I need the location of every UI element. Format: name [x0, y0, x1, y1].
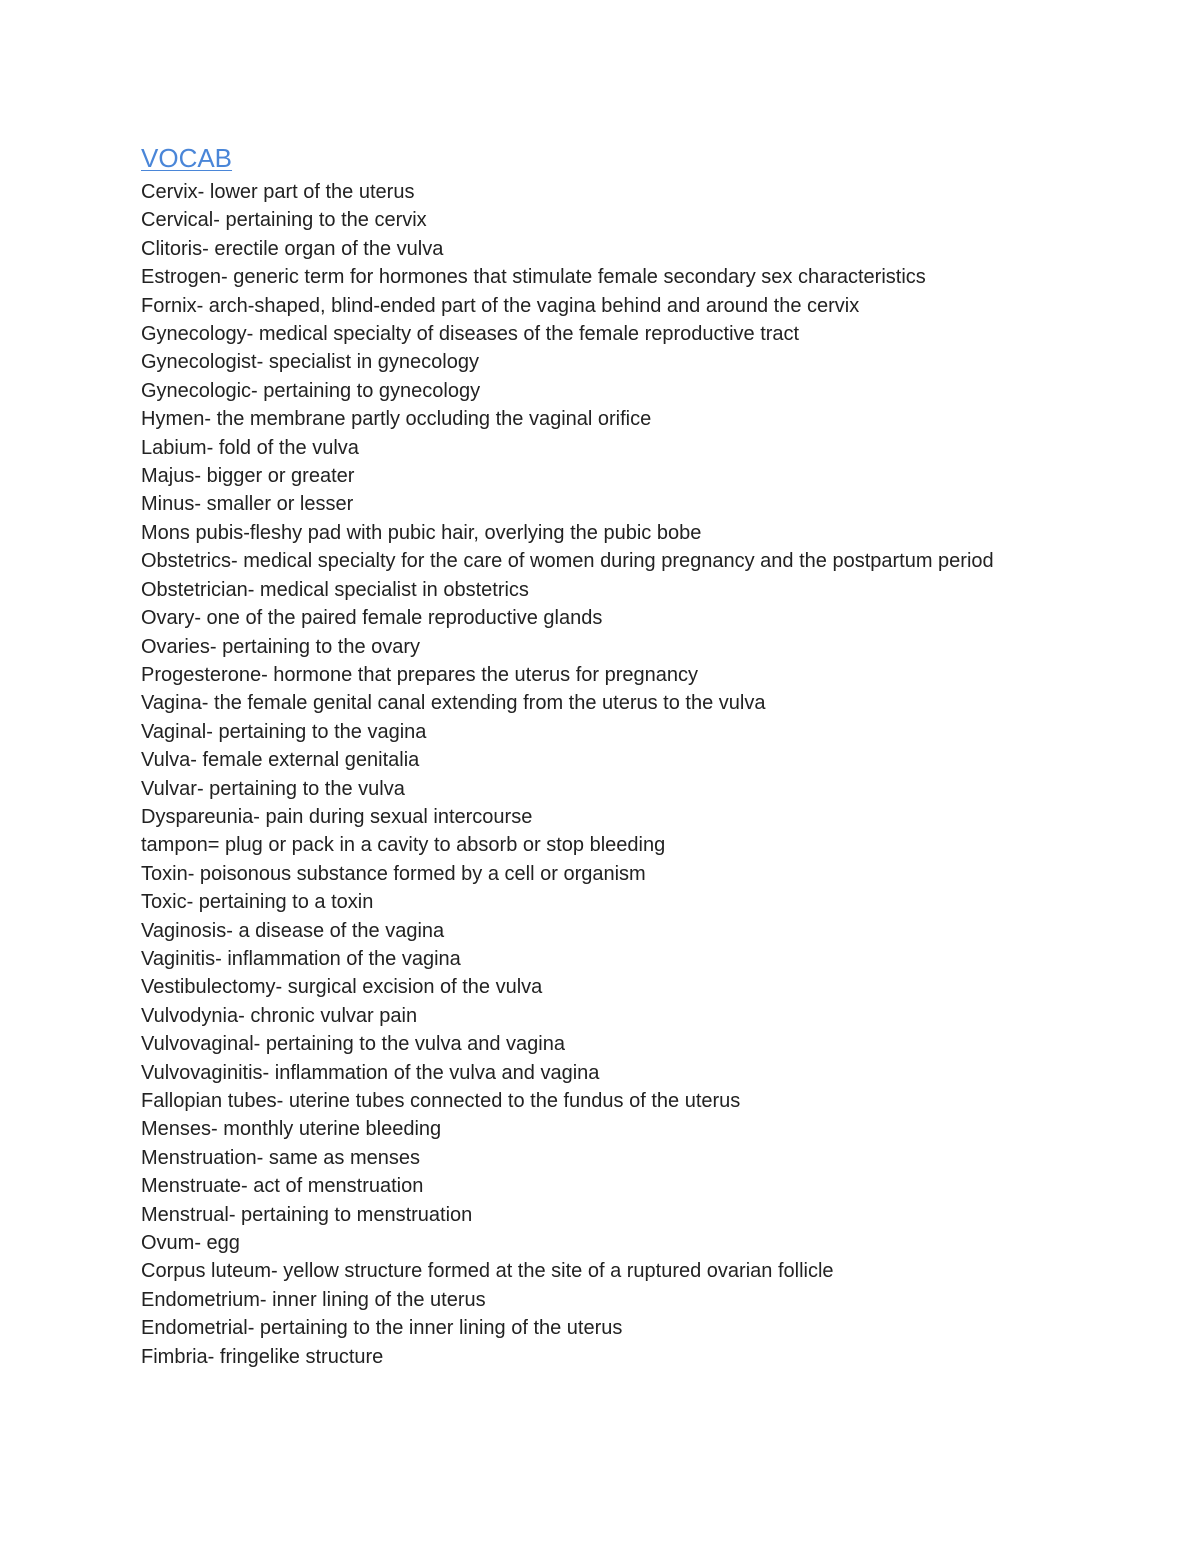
vocab-entry: Vulvar- pertaining to the vulva	[141, 777, 405, 800]
vocab-entry: Fornix- arch-shaped, blind-ended part of the vagina behind and around the cervix	[141, 294, 860, 317]
vocab-entry: Cervix- lower part of the uterus	[141, 181, 415, 203]
vocab-entry: Hymen- the membrane partly occluding the vaginal orifice	[141, 408, 652, 431]
page-heading: VOCAB	[141, 143, 233, 173]
vocab-entry: Fallopian tubes- uterine tubes connected to the fundus of the uterus	[141, 1090, 741, 1112]
vocab-entry: Minus- smaller or lesser	[141, 493, 354, 516]
vocab-entry: Vulva- female external genitalia	[141, 749, 420, 772]
vocab-entry: Menstruation- same as menses	[141, 1146, 421, 1169]
vocab-entry: Vulvodynia- chronic vulvar pain	[141, 1004, 418, 1027]
vocab-entry: Menses- monthly uterine bleeding	[141, 1118, 442, 1141]
vocab-entry: Toxin- poisonous substance formed by a cell or organism	[141, 862, 646, 885]
vocab-entry: Gynecologist- specialist in gynecology	[141, 351, 479, 374]
vocab-entry: Gynecologic- pertaining to gynecology	[141, 379, 481, 402]
vocab-entry: Vestibulectomy- surgical excision of the vulva	[141, 976, 543, 999]
vocab-entry: Obstetrics- medical specialty for the care of women during pregnancy and the postpartum period	[141, 550, 994, 573]
vocab-entry: Mons pubis-fleshy pad with pubic hair, overlying the pubic bobe	[141, 521, 702, 544]
vocab-entry: Corpus luteum- yellow structure formed at the site of a ruptured ovarian follicle	[141, 1260, 834, 1283]
vocab-entry: Ovum- egg	[141, 1232, 240, 1255]
vocab-entry: Fimbria- fringelike structure	[141, 1345, 384, 1368]
vocab-entry: Vaginitis- inflammation of the vagina	[141, 947, 461, 970]
vocab-entry: tampon= plug or pack in a cavity to absorb or stop bleeding	[141, 834, 666, 857]
vocab-entry: Endometrial- pertaining to the inner lining of the uterus	[141, 1317, 623, 1340]
vocab-entry: Menstrual- pertaining to menstruation	[141, 1203, 473, 1226]
vocab-entry: Ovary- one of the paired female reproductive glands	[141, 607, 603, 630]
vocab-entry: Clitoris- erectile organ of the vulva	[141, 237, 444, 260]
vocab-entry: Estrogen- generic term for hormones that stimulate female secondary sex characteristics	[141, 266, 926, 289]
vocab-entry: Obstetrician- medical specialist in obstetrics	[141, 578, 529, 601]
vocab-entry: Gynecology- medical specialty of diseases of the female reproductive tract	[141, 323, 800, 346]
vocab-entry: Dyspareunia- pain during sexual intercourse	[141, 805, 533, 828]
vocab-entry: Vaginal- pertaining to the vagina	[141, 720, 427, 743]
vocab-entry: Cervical- pertaining to the cervix	[141, 209, 427, 232]
vocab-entry: Ovaries- pertaining to the ovary	[141, 635, 421, 658]
vocab-entry: Toxic- pertaining to a toxin	[141, 891, 374, 914]
vocab-entry: Vulvovaginal- pertaining to the vulva and vagina	[141, 1033, 565, 1056]
vocab-entry: Endometrium- inner lining of the uterus	[141, 1288, 486, 1311]
vocab-entry: Majus- bigger or greater	[141, 465, 355, 488]
vocab-entry: Vagina- the female genital canal extending from the uterus to the vulva	[141, 692, 766, 715]
vocab-entry: Menstruate- act of menstruation	[141, 1175, 424, 1198]
vocab-entry: Labium- fold of the vulva	[141, 436, 359, 459]
vocab-entry: Progesterone- hormone that prepares the uterus for pregnancy	[141, 663, 698, 686]
vocab-entry: Vulvovaginitis- inflammation of the vulva and vagina	[141, 1061, 600, 1084]
vocab-list	[141, 178, 1041, 1371]
vocab-entry: Vaginosis- a disease of the vagina	[141, 919, 445, 942]
document-page	[141, 138, 1041, 1371]
